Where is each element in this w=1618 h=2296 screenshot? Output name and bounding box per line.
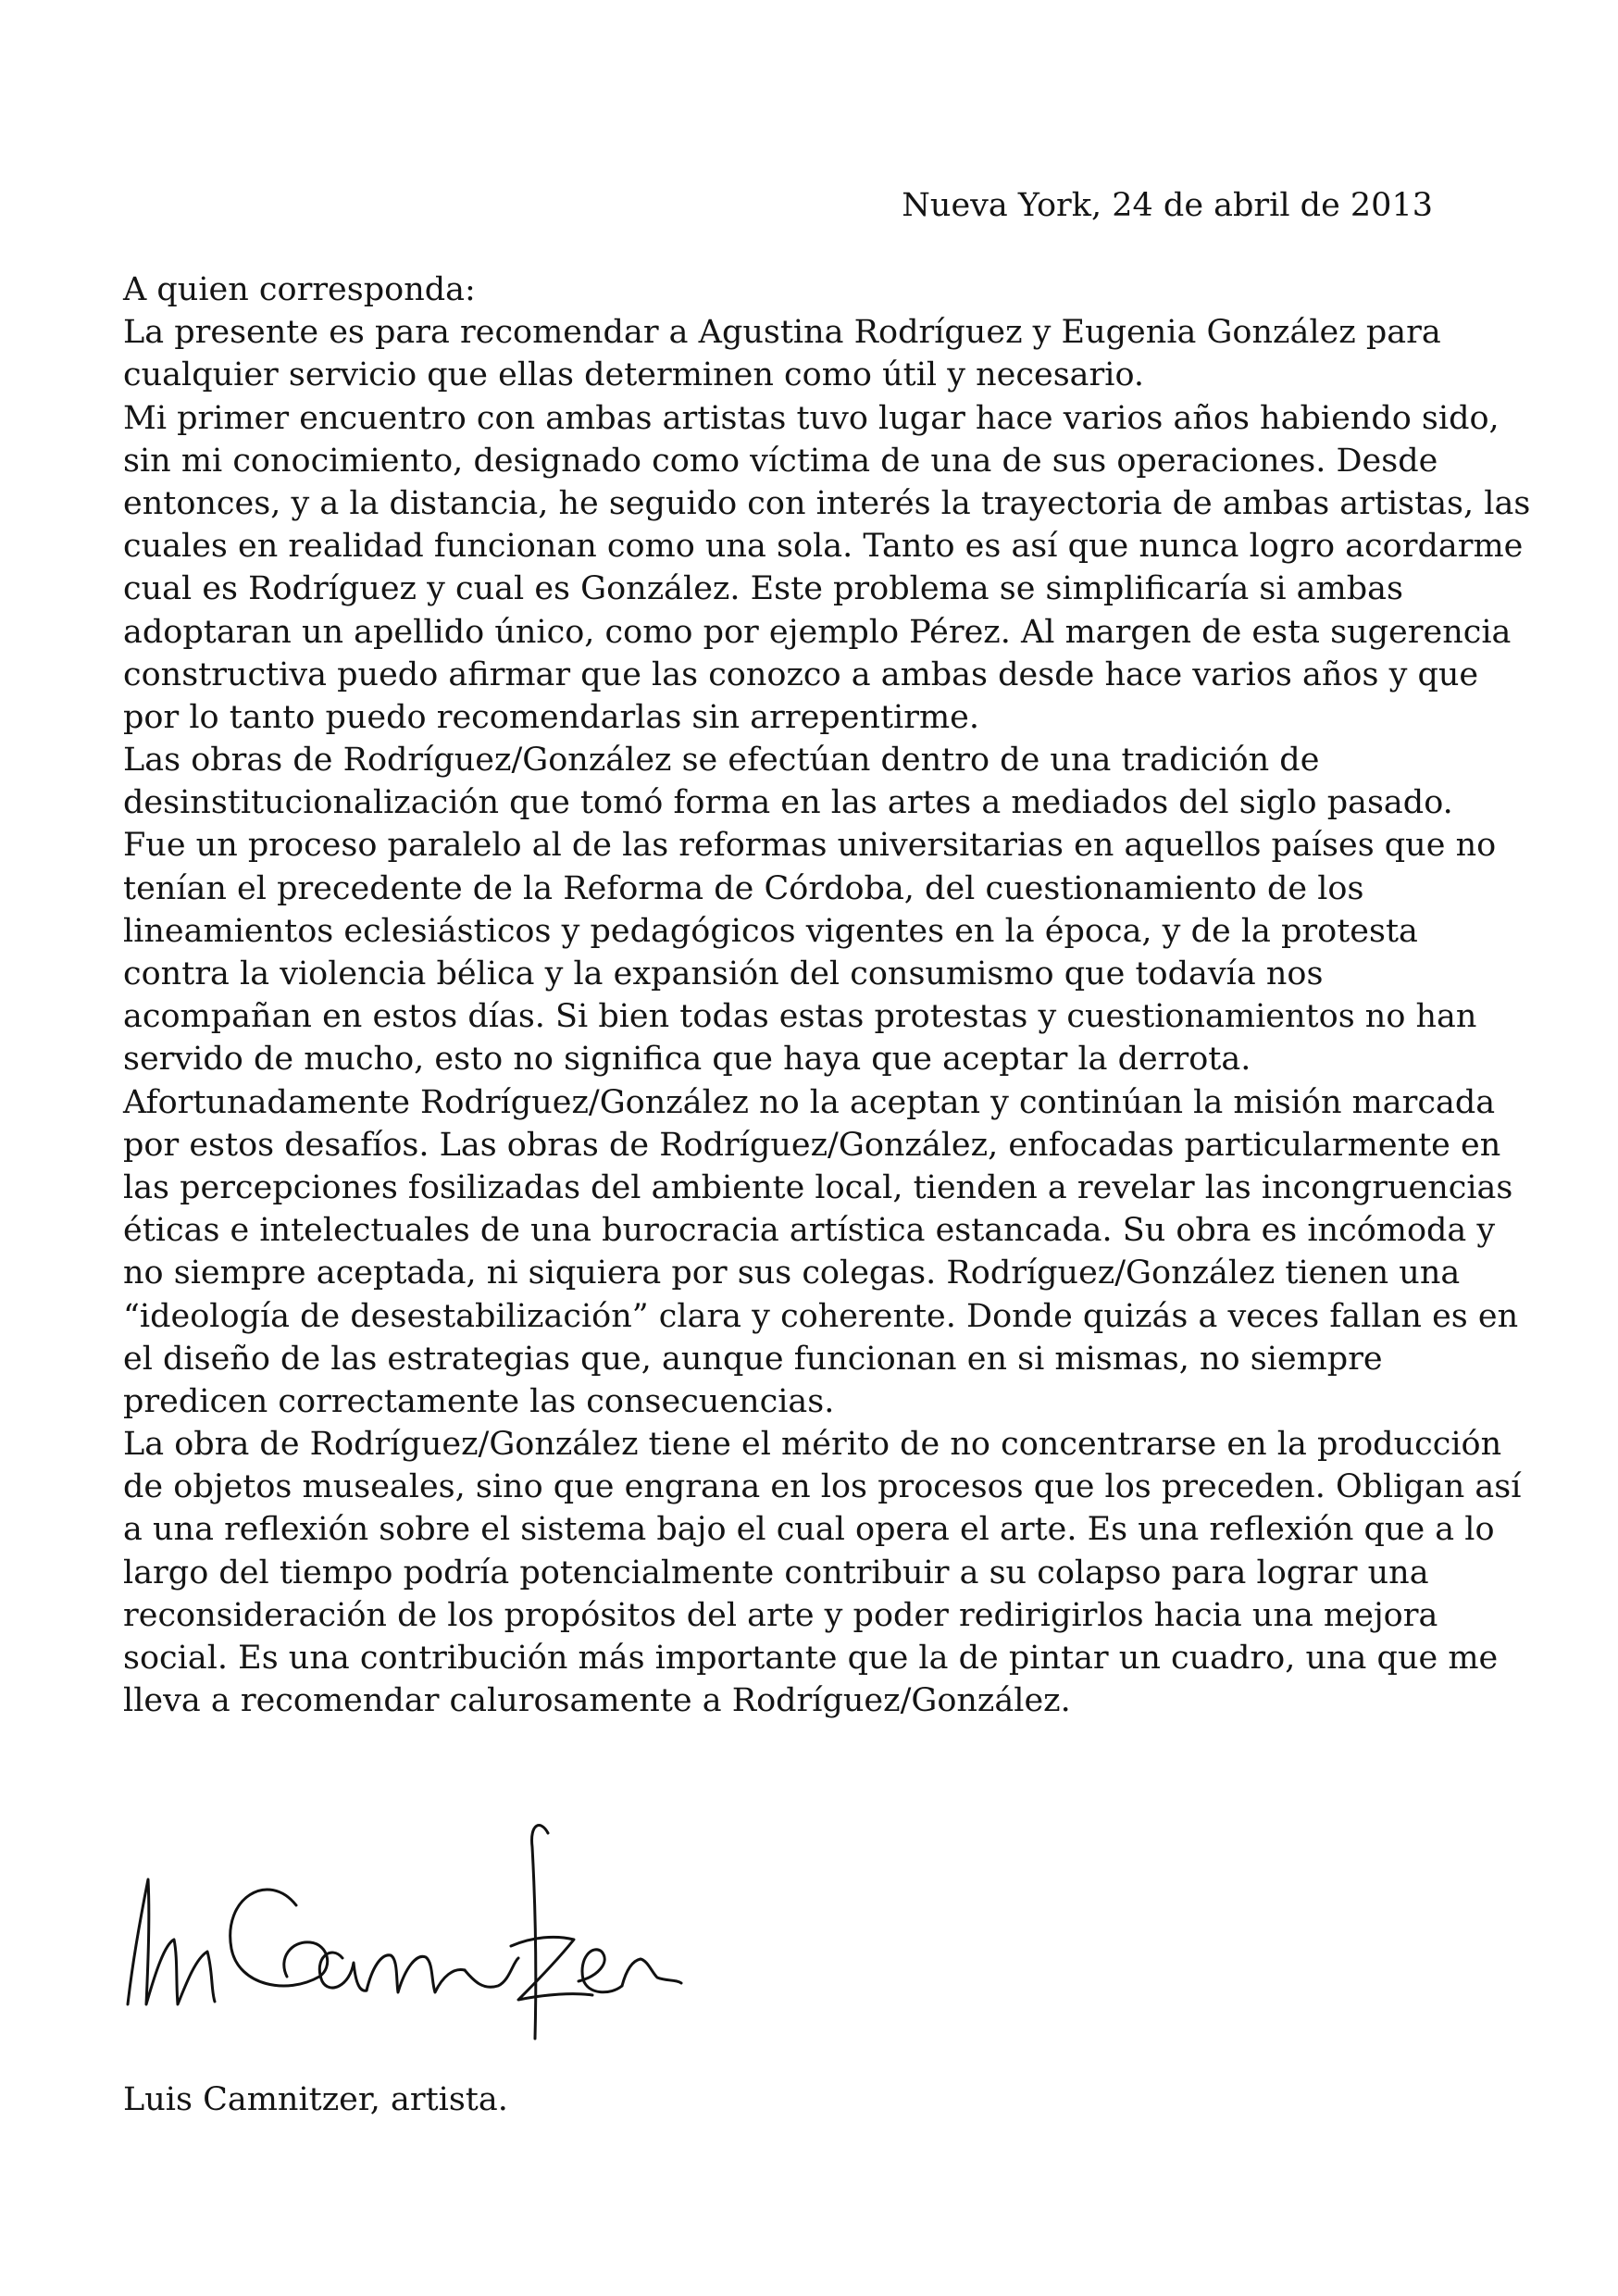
body-line: desinstitucionalización que tomó forma en las artes a mediados del siglo pasado.: [123, 784, 1453, 822]
body-line: entonces, y a la distancia, he seguido con interés la trayectoria de ambas artistas, las: [123, 484, 1531, 522]
signer-name: Luis Camnitzer, artista.: [123, 2081, 508, 2118]
body-line: lineamientos eclesiásticos y pedagógicos vigentes en la época, y de la protesta: [123, 912, 1418, 950]
body-line: sin mi conocimiento, designado como víctima de una de sus operaciones. Desde: [123, 442, 1438, 480]
salutation: A quien corresponda:: [123, 271, 476, 308]
body-line: Afortunadamente Rodríguez/González no la aceptan y continúan la misión marcada: [123, 1083, 1496, 1121]
body-line: La presente es para recomendar a Agustina Rodríguez y Eugenia González para: [123, 314, 1441, 352]
body-line: cualquier servicio que ellas determinen como útil y necesario.: [123, 356, 1145, 394]
body-line: predicen correctamente las consecuencias.: [123, 1382, 835, 1420]
body-line: La obra de Rodríguez/González tiene el mérito de no concentrarse en la producción: [123, 1426, 1502, 1464]
body-line: a una reflexión sobre el sistema bajo el cual opera el arte. Es una reflexión que a lo: [123, 1511, 1495, 1549]
body-line: acompañan en estos días. Si bien todas estas protestas y cuestionamientos no han: [123, 998, 1477, 1036]
body-line: lleva a recomendar calurosamente a Rodríguez/González.: [123, 1682, 1071, 1720]
body-line: “ideología de desestabilización” clara y coherente. Donde quizás a veces fallan es en: [123, 1297, 1519, 1335]
body-line: servido de mucho, esto no significa que haya que aceptar la derrota.: [123, 1041, 1251, 1079]
body-line: las percepciones fosilizadas del ambiente local, tienden a revelar las incongruencias: [123, 1168, 1513, 1206]
body-line: el diseño de las estrategias que, aunque funcionan en si mismas, no siempre: [123, 1340, 1383, 1378]
body-line: social. Es una contribución más importante que la de pintar un cuadro, una que me: [123, 1640, 1499, 1677]
body-line: Mi primer encuentro con ambas artistas tuvo lugar hace varios años habiendo sido,: [123, 399, 1500, 437]
body-line: de objetos museales, sino que engrana en los procesos que los preceden. Obligan así: [123, 1468, 1522, 1506]
body-line: por lo tanto puedo recomendarlas sin arrepentirme.: [123, 698, 979, 736]
body-line: éticas e intelectuales de una burocracia artística estancada. Su obra es incómoda y: [123, 1212, 1496, 1250]
body-line: contra la violencia bélica y la expansión del consumismo que todavía nos: [123, 955, 1324, 992]
body-line: Las obras de Rodríguez/González se efectúan dentro de una tradición de: [123, 742, 1320, 780]
letter-body: [123, 268, 1531, 1722]
body-line: cual es Rodríguez y cual es González. Este problema se simplificaría si ambas: [123, 570, 1403, 608]
handwritten-signature-icon: [111, 1796, 685, 2046]
letter-date: Nueva York, 24 de abril de 2013: [902, 187, 1433, 224]
body-line: constructiva puedo afirmar que las conozco a ambas desde hace varios años y que: [123, 655, 1479, 693]
body-line: tenían el precedente de la Reforma de Córdoba, del cuestionamiento de los: [123, 869, 1364, 907]
body-line: adoptaran un apellido único, como por ejemplo Pérez. Al margen de esta sugerencia: [123, 613, 1512, 651]
body-line: largo del tiempo podría potencialmente contribuir a su colapso para lograr una: [123, 1554, 1429, 1591]
body-line: reconsideración de los propósitos del arte y poder redirigirlos hacia una mejora: [123, 1596, 1438, 1634]
body-line: no siempre aceptada, ni siquiera por sus colegas. Rodríguez/González tienen una: [123, 1254, 1461, 1292]
body-line: Fue un proceso paralelo al de las reformas universitarias en aquellos países que no: [123, 827, 1497, 865]
body-line: cuales en realidad funcionan como una sola. Tanto es así que nunca logro acordarme: [123, 528, 1524, 566]
body-line: por estos desafíos. Las obras de Rodríguez/González, enfocadas particularmente en: [123, 1126, 1501, 1164]
